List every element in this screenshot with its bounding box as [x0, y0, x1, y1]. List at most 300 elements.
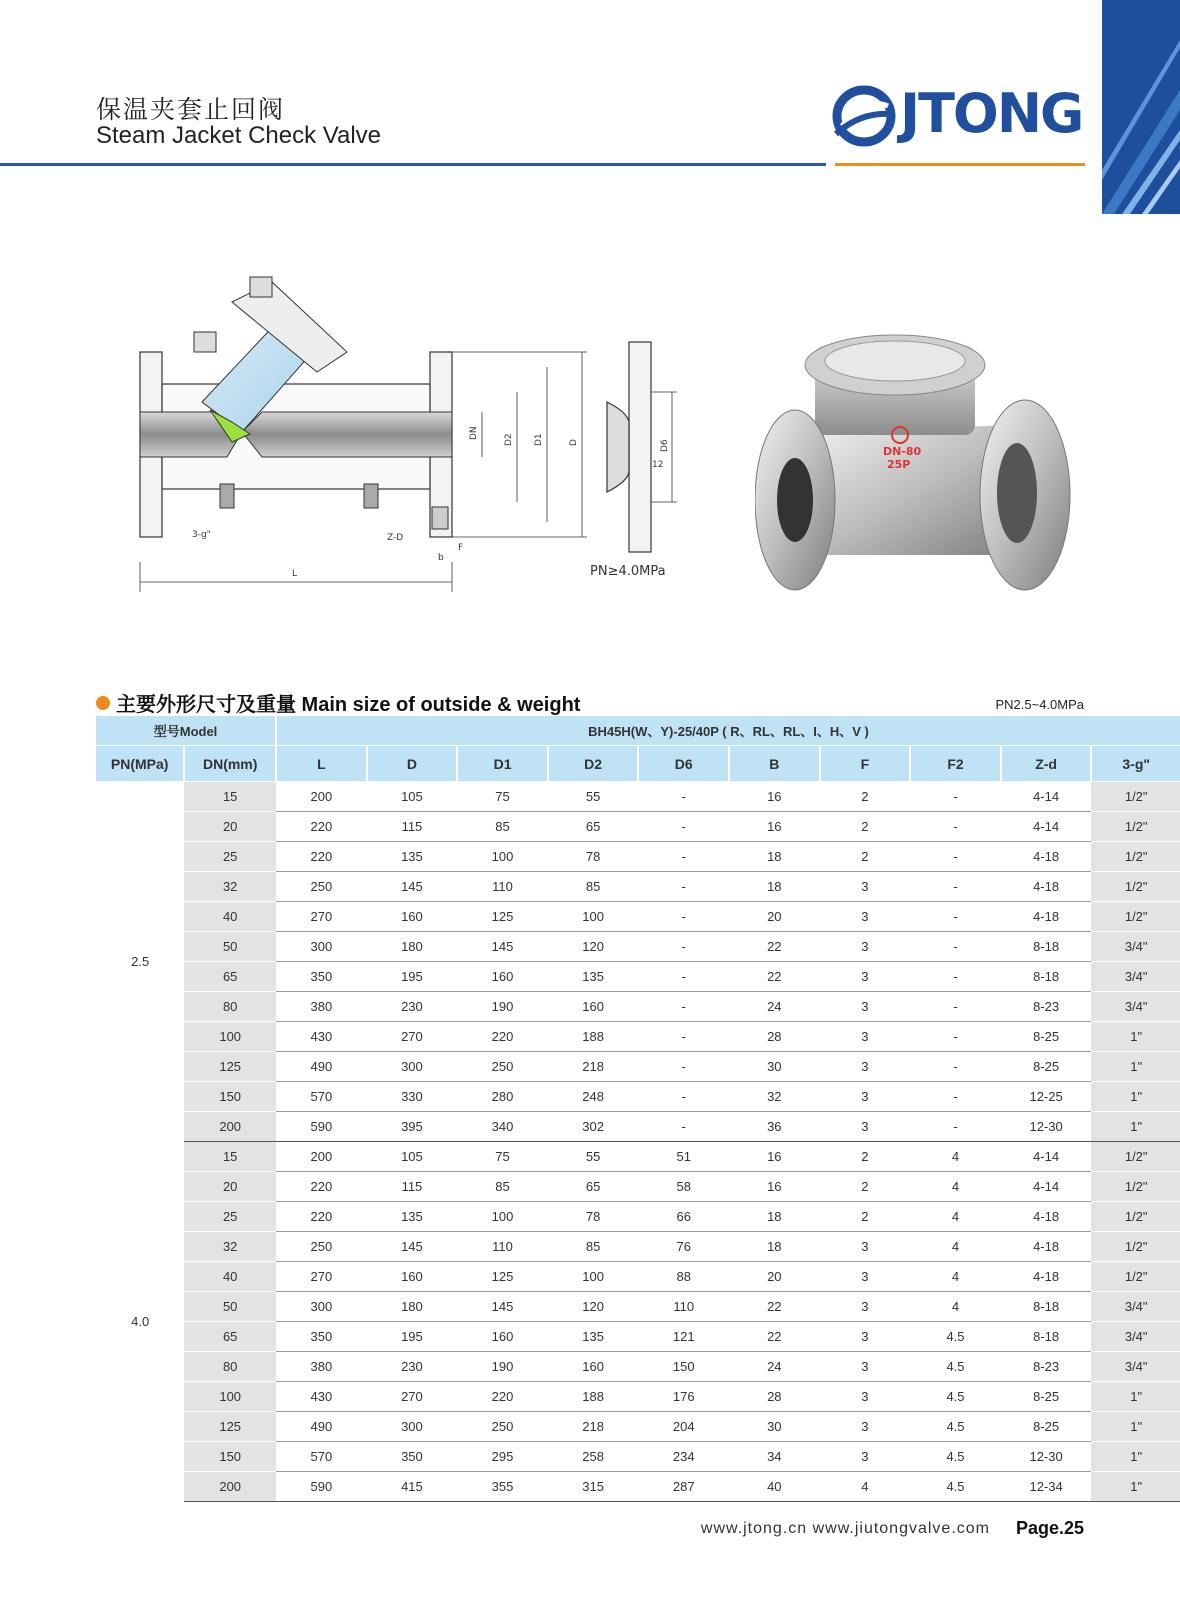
table-cell: 1" [1091, 1082, 1180, 1112]
column-header: B [729, 746, 820, 782]
table-row [96, 782, 1180, 812]
header-divider [0, 163, 826, 166]
dn-cell: 25 [184, 842, 276, 872]
table-cell: 300 [276, 1292, 367, 1322]
table-row [96, 1052, 1180, 1082]
table-cell: 4-18 [1001, 872, 1092, 902]
table-cell: 3/4" [1091, 962, 1180, 992]
table-row [96, 1292, 1180, 1322]
table-cell: 3/4" [1091, 932, 1180, 962]
table-cell: 22 [729, 932, 820, 962]
column-header: PN(MPa) [96, 746, 184, 782]
table-cell: 28 [729, 1382, 820, 1412]
table-cell: 4.5 [910, 1382, 1001, 1412]
dn-cell: 80 [184, 992, 276, 1022]
column-header: D1 [457, 746, 548, 782]
table-cell: 218 [548, 1412, 639, 1442]
column-header: Z-d [1001, 746, 1092, 782]
table-cell: 250 [457, 1052, 548, 1082]
table-cell: 88 [638, 1262, 729, 1292]
table-cell: 300 [367, 1412, 458, 1442]
table-cell: 120 [548, 1292, 639, 1322]
table-cell: 110 [638, 1292, 729, 1322]
column-header: F2 [910, 746, 1001, 782]
table-cell: 395 [367, 1112, 458, 1142]
table-cell: 24 [729, 1352, 820, 1382]
table-cell: 188 [548, 1382, 639, 1412]
table-cell: 125 [457, 902, 548, 932]
table-cell: - [910, 782, 1001, 812]
table-cell: 8-23 [1001, 992, 1092, 1022]
table-cell: - [638, 1052, 729, 1082]
table-cell: 1/2" [1091, 842, 1180, 872]
table-cell: 218 [548, 1052, 639, 1082]
table-cell: 160 [548, 992, 639, 1022]
table-cell: 4 [910, 1232, 1001, 1262]
page-title-cn: 保温夹套止回阀 [96, 95, 286, 124]
dn-cell: 125 [184, 1412, 276, 1442]
table-cell: 1/2" [1091, 812, 1180, 842]
table-cell: 24 [729, 992, 820, 1022]
dn-cell: 150 [184, 1442, 276, 1472]
table-cell: 150 [638, 1352, 729, 1382]
dn-cell: 25 [184, 1202, 276, 1232]
table-cell: 1" [1091, 1052, 1180, 1082]
table-cell: 65 [548, 1172, 639, 1202]
table-cell: 115 [367, 1172, 458, 1202]
table-cell: 3 [820, 1022, 911, 1052]
table-cell: 40 [729, 1472, 820, 1502]
table-cell: 220 [276, 842, 367, 872]
table-cell: 160 [457, 1322, 548, 1352]
table-cell: 18 [729, 872, 820, 902]
table-cell: 350 [276, 962, 367, 992]
table-cell: 16 [729, 1172, 820, 1202]
table-cell: 2 [820, 1142, 911, 1172]
table-cell: 200 [276, 782, 367, 812]
table-cell: 220 [276, 1172, 367, 1202]
dn-cell: 15 [184, 782, 276, 812]
table-cell: 8-25 [1001, 1412, 1092, 1442]
table-cell: 85 [457, 1172, 548, 1202]
dn-cell: 65 [184, 1322, 276, 1352]
table-cell: 145 [457, 932, 548, 962]
table-cell: 135 [367, 1202, 458, 1232]
table-cell: 12-30 [1001, 1442, 1092, 1472]
bullet-icon [96, 696, 110, 710]
table-cell: 4-14 [1001, 812, 1092, 842]
table-cell: 570 [276, 1082, 367, 1112]
table-cell: 85 [548, 872, 639, 902]
table-cell: 3 [820, 1442, 911, 1472]
table-cell: 315 [548, 1472, 639, 1502]
dn-cell: 100 [184, 1382, 276, 1412]
table-cell: 3/4" [1091, 1292, 1180, 1322]
table-cell: 75 [457, 782, 548, 812]
table-cell: 3 [820, 1382, 911, 1412]
column-header: 3-g" [1091, 746, 1180, 782]
table-cell: - [910, 992, 1001, 1022]
table-cell: 4 [910, 1172, 1001, 1202]
table-cell: 8-25 [1001, 1022, 1092, 1052]
table-cell: 1/2" [1091, 1262, 1180, 1292]
table-cell: 4-18 [1001, 1202, 1092, 1232]
table-cell: 4 [910, 1142, 1001, 1172]
table-cell: 4.5 [910, 1472, 1001, 1502]
dn-cell: 50 [184, 932, 276, 962]
table-cell: - [910, 902, 1001, 932]
table-cell: 4 [910, 1202, 1001, 1232]
dim-label-g: 3-g" [192, 530, 211, 540]
valve-section-drawing [132, 262, 692, 612]
table-cell: 135 [367, 842, 458, 872]
table-cell: - [638, 992, 729, 1022]
table-cell: - [638, 872, 729, 902]
table-cell: 570 [276, 1442, 367, 1472]
table-cell: 28 [729, 1022, 820, 1052]
column-header: D [367, 746, 458, 782]
table-cell: - [910, 1112, 1001, 1142]
table-cell: 4-18 [1001, 902, 1092, 932]
table-cell: 330 [367, 1082, 458, 1112]
dn-cell: 150 [184, 1082, 276, 1112]
table-cell: - [910, 1022, 1001, 1052]
table-cell: 300 [367, 1052, 458, 1082]
table-cell: 85 [457, 812, 548, 842]
table-cell: 145 [367, 872, 458, 902]
table-cell: 3 [820, 1322, 911, 1352]
dn-cell: 40 [184, 1262, 276, 1292]
column-header: D6 [638, 746, 729, 782]
table-cell: 18 [729, 842, 820, 872]
table-cell: 1/2" [1091, 782, 1180, 812]
table-cell: 380 [276, 992, 367, 1022]
table-row [96, 1142, 1180, 1172]
table-cell: 121 [638, 1322, 729, 1352]
table-cell: 3 [820, 1262, 911, 1292]
table-cell: 110 [457, 1232, 548, 1262]
table-cell: 3 [820, 992, 911, 1022]
table-cell: 66 [638, 1202, 729, 1232]
dim-label-L: L [292, 569, 298, 579]
table-cell: 380 [276, 1352, 367, 1382]
table-cell: 3 [820, 932, 911, 962]
table-cell: 16 [729, 812, 820, 842]
dim-label-D: D [569, 439, 579, 446]
table-cell: 160 [367, 1262, 458, 1292]
table-row [96, 1232, 1180, 1262]
table-cell: 120 [548, 932, 639, 962]
table-cell: 4-14 [1001, 782, 1092, 812]
table-row [96, 1262, 1180, 1292]
table-cell: 8-23 [1001, 1352, 1092, 1382]
section-title [96, 688, 580, 717]
table-cell: 100 [457, 1202, 548, 1232]
table-row [96, 812, 1180, 842]
table-cell: 1" [1091, 1442, 1180, 1472]
table-cell: 4-14 [1001, 1172, 1092, 1202]
table-cell: - [638, 902, 729, 932]
table-cell: 250 [276, 1232, 367, 1262]
table-row [96, 992, 1180, 1022]
table-cell: 230 [367, 992, 458, 1022]
table-cell: 430 [276, 1382, 367, 1412]
table-cell: 16 [729, 782, 820, 812]
table-cell: - [638, 932, 729, 962]
table-cell: 58 [638, 1172, 729, 1202]
table-cell: 1" [1091, 1412, 1180, 1442]
table-cell: 78 [548, 1202, 639, 1232]
footer-urls: www.jtong.cn www.jiutongvalve.com [700, 1520, 990, 1537]
table-cell: 78 [548, 842, 639, 872]
page-number: Page.25 [1015, 1518, 1084, 1538]
table-cell: 270 [276, 1262, 367, 1292]
table-cell: 12-25 [1001, 1082, 1092, 1112]
table-cell: 75 [457, 1142, 548, 1172]
table-row [96, 1172, 1180, 1202]
table-cell: 125 [457, 1262, 548, 1292]
table-cell: 1" [1091, 1112, 1180, 1142]
table-cell: 430 [276, 1022, 367, 1052]
column-header: F [820, 746, 911, 782]
table-cell: 287 [638, 1472, 729, 1502]
table-cell: 350 [367, 1442, 458, 1472]
table-cell: 1/2" [1091, 1172, 1180, 1202]
table-cell: 4-18 [1001, 1262, 1092, 1292]
table-cell: 100 [548, 1262, 639, 1292]
table-cell: 115 [367, 812, 458, 842]
dn-cell: 20 [184, 812, 276, 842]
table-cell: 65 [548, 812, 639, 842]
table-cell: 20 [729, 902, 820, 932]
table-cell: 190 [457, 1352, 548, 1382]
table-cell: 55 [548, 1142, 639, 1172]
dim-label-D1: D1 [534, 433, 544, 446]
dim-label-12: 12 [652, 460, 664, 470]
table-row [96, 1352, 1180, 1382]
dn-cell: 100 [184, 1022, 276, 1052]
table-cell: 234 [638, 1442, 729, 1472]
dn-cell: 20 [184, 1172, 276, 1202]
table-row [96, 842, 1180, 872]
table-cell: 1" [1091, 1022, 1180, 1052]
table-cell: 176 [638, 1382, 729, 1412]
table-row [96, 1412, 1180, 1442]
column-header: DN(mm) [184, 746, 276, 782]
table-row [96, 1022, 1180, 1052]
table-cell: 270 [367, 1022, 458, 1052]
table-row [96, 1472, 1180, 1502]
table-cell: 295 [457, 1442, 548, 1472]
logo-text: JTONG [900, 82, 1083, 145]
table-cell: 51 [638, 1142, 729, 1172]
table-cell: 4.5 [910, 1442, 1001, 1472]
table-cell: - [638, 1022, 729, 1052]
pn-cell: 4.0 [96, 1142, 184, 1502]
table-cell: 3 [820, 962, 911, 992]
table-cell: 220 [457, 1022, 548, 1052]
table-cell: 12-30 [1001, 1112, 1092, 1142]
table-cell: 590 [276, 1112, 367, 1142]
table-cell: 135 [548, 962, 639, 992]
table-cell: 135 [548, 1322, 639, 1352]
table-cell: 105 [367, 782, 458, 812]
dn-cell: 200 [184, 1112, 276, 1142]
photo-marking-dn: DN-80 [883, 445, 922, 458]
table-cell: 4 [820, 1472, 911, 1502]
table-cell: 76 [638, 1232, 729, 1262]
table-cell: - [910, 842, 1001, 872]
table-cell: 300 [276, 932, 367, 962]
table-cell: 590 [276, 1472, 367, 1502]
column-header: D2 [548, 746, 639, 782]
section-title-text: 主要外形尺寸及重量 Main size of outside & weight [116, 694, 581, 716]
table-cell: 190 [457, 992, 548, 1022]
table-cell: 30 [729, 1052, 820, 1082]
dim-label-zd: Z-D [387, 533, 404, 543]
table-cell: 1/2" [1091, 1232, 1180, 1262]
table-row [96, 902, 1180, 932]
table-cell: 355 [457, 1472, 548, 1502]
valve-photo [755, 325, 1075, 610]
table-cell: 2 [820, 812, 911, 842]
table-row [96, 1442, 1180, 1472]
pn-cell: 2.5 [96, 782, 184, 1142]
table-cell: - [638, 1112, 729, 1142]
table-cell: 22 [729, 962, 820, 992]
table-cell: 180 [367, 1292, 458, 1322]
dim-label-b: b [438, 553, 444, 563]
table-cell: 85 [548, 1232, 639, 1262]
logo-emblem-icon [830, 76, 900, 156]
table-cell: 160 [548, 1352, 639, 1382]
dim-label-DN: DN [469, 426, 479, 440]
table-cell: 2 [820, 1202, 911, 1232]
table-cell: 3/4" [1091, 992, 1180, 1022]
table-cell: 8-18 [1001, 962, 1092, 992]
table-cell: - [638, 1082, 729, 1112]
dn-cell: 32 [184, 872, 276, 902]
table-row [96, 1112, 1180, 1142]
table-row [96, 1082, 1180, 1112]
table-cell: 4.5 [910, 1412, 1001, 1442]
table-cell: 34 [729, 1442, 820, 1472]
table-cell: 8-18 [1001, 1292, 1092, 1322]
table-cell: 3 [820, 872, 911, 902]
table-cell: 3 [820, 1232, 911, 1262]
table-cell: 3 [820, 1052, 911, 1082]
table-cell: 2 [820, 1172, 911, 1202]
column-header: L [276, 746, 367, 782]
table-cell: 8-25 [1001, 1052, 1092, 1082]
table-cell: 415 [367, 1472, 458, 1502]
table-cell: 3/4" [1091, 1352, 1180, 1382]
table-cell: 220 [457, 1382, 548, 1412]
table-cell: 195 [367, 962, 458, 992]
table-row [96, 1202, 1180, 1232]
dn-cell: 15 [184, 1142, 276, 1172]
table-cell: 105 [367, 1142, 458, 1172]
table-cell: 1" [1091, 1382, 1180, 1412]
table-row [96, 872, 1180, 902]
table-row [96, 1382, 1180, 1412]
table-cell: 36 [729, 1112, 820, 1142]
table-cell: 270 [276, 902, 367, 932]
table-cell: 220 [276, 812, 367, 842]
table-cell: 3/4" [1091, 1322, 1180, 1352]
table-cell: 160 [457, 962, 548, 992]
table-cell: 280 [457, 1082, 548, 1112]
table-cell: 2 [820, 842, 911, 872]
table-cell: 145 [367, 1232, 458, 1262]
table-cell: 8-18 [1001, 932, 1092, 962]
table-cell: 200 [276, 1142, 367, 1172]
photo-marking-p: 25P [887, 458, 911, 471]
model-label: 型号Model [96, 716, 276, 746]
table-cell: 1" [1091, 1472, 1180, 1502]
table-cell: 180 [367, 932, 458, 962]
table-cell: 145 [457, 1292, 548, 1322]
corner-decoration [1102, 0, 1180, 214]
dim-label-D2: D2 [504, 433, 514, 446]
table-cell: 4.5 [910, 1322, 1001, 1352]
table-cell: 230 [367, 1352, 458, 1382]
table-cell: 250 [457, 1412, 548, 1442]
table-cell: 8-18 [1001, 1322, 1092, 1352]
table-row [96, 932, 1180, 962]
table-cell: - [638, 842, 729, 872]
table-cell: 100 [457, 842, 548, 872]
table-cell: 22 [729, 1292, 820, 1322]
table-cell: 4.5 [910, 1352, 1001, 1382]
table-cell: 4-18 [1001, 1232, 1092, 1262]
dn-cell: 50 [184, 1292, 276, 1322]
dn-cell: 80 [184, 1352, 276, 1382]
logo-underline [835, 163, 1085, 166]
dn-cell: 200 [184, 1472, 276, 1502]
table-cell: 4 [910, 1292, 1001, 1322]
dn-cell: 65 [184, 962, 276, 992]
table-cell: 302 [548, 1112, 639, 1142]
table-cell: 195 [367, 1322, 458, 1352]
table-cell: 1/2" [1091, 902, 1180, 932]
table-cell: 3 [820, 1412, 911, 1442]
table-cell: - [910, 1082, 1001, 1112]
table-cell: 4-18 [1001, 842, 1092, 872]
dn-cell: 40 [184, 902, 276, 932]
table-cell: 100 [548, 902, 639, 932]
dn-cell: 125 [184, 1052, 276, 1082]
table-cell: - [910, 962, 1001, 992]
table-cell: 220 [276, 1202, 367, 1232]
table-cell: 3 [820, 1082, 911, 1112]
table-cell: 110 [457, 872, 548, 902]
dn-cell: 32 [184, 1232, 276, 1262]
table-cell: 18 [729, 1202, 820, 1232]
table-cell: - [910, 1052, 1001, 1082]
dimension-table [96, 716, 1180, 1502]
table-cell: 248 [548, 1082, 639, 1112]
table-cell: 18 [729, 1232, 820, 1262]
page-title-en: Steam Jacket Check Valve [96, 122, 382, 149]
table-cell: - [638, 812, 729, 842]
model-value: BH45H(W、Y)-25/40P ( R、RL、RL、I、H、V ) [276, 716, 1180, 746]
table-cell: 1/2" [1091, 1142, 1180, 1172]
table-cell: 4-14 [1001, 1142, 1092, 1172]
table-cell: 3 [820, 1292, 911, 1322]
table-row [96, 1322, 1180, 1352]
logo-wordmark [900, 82, 1082, 145]
